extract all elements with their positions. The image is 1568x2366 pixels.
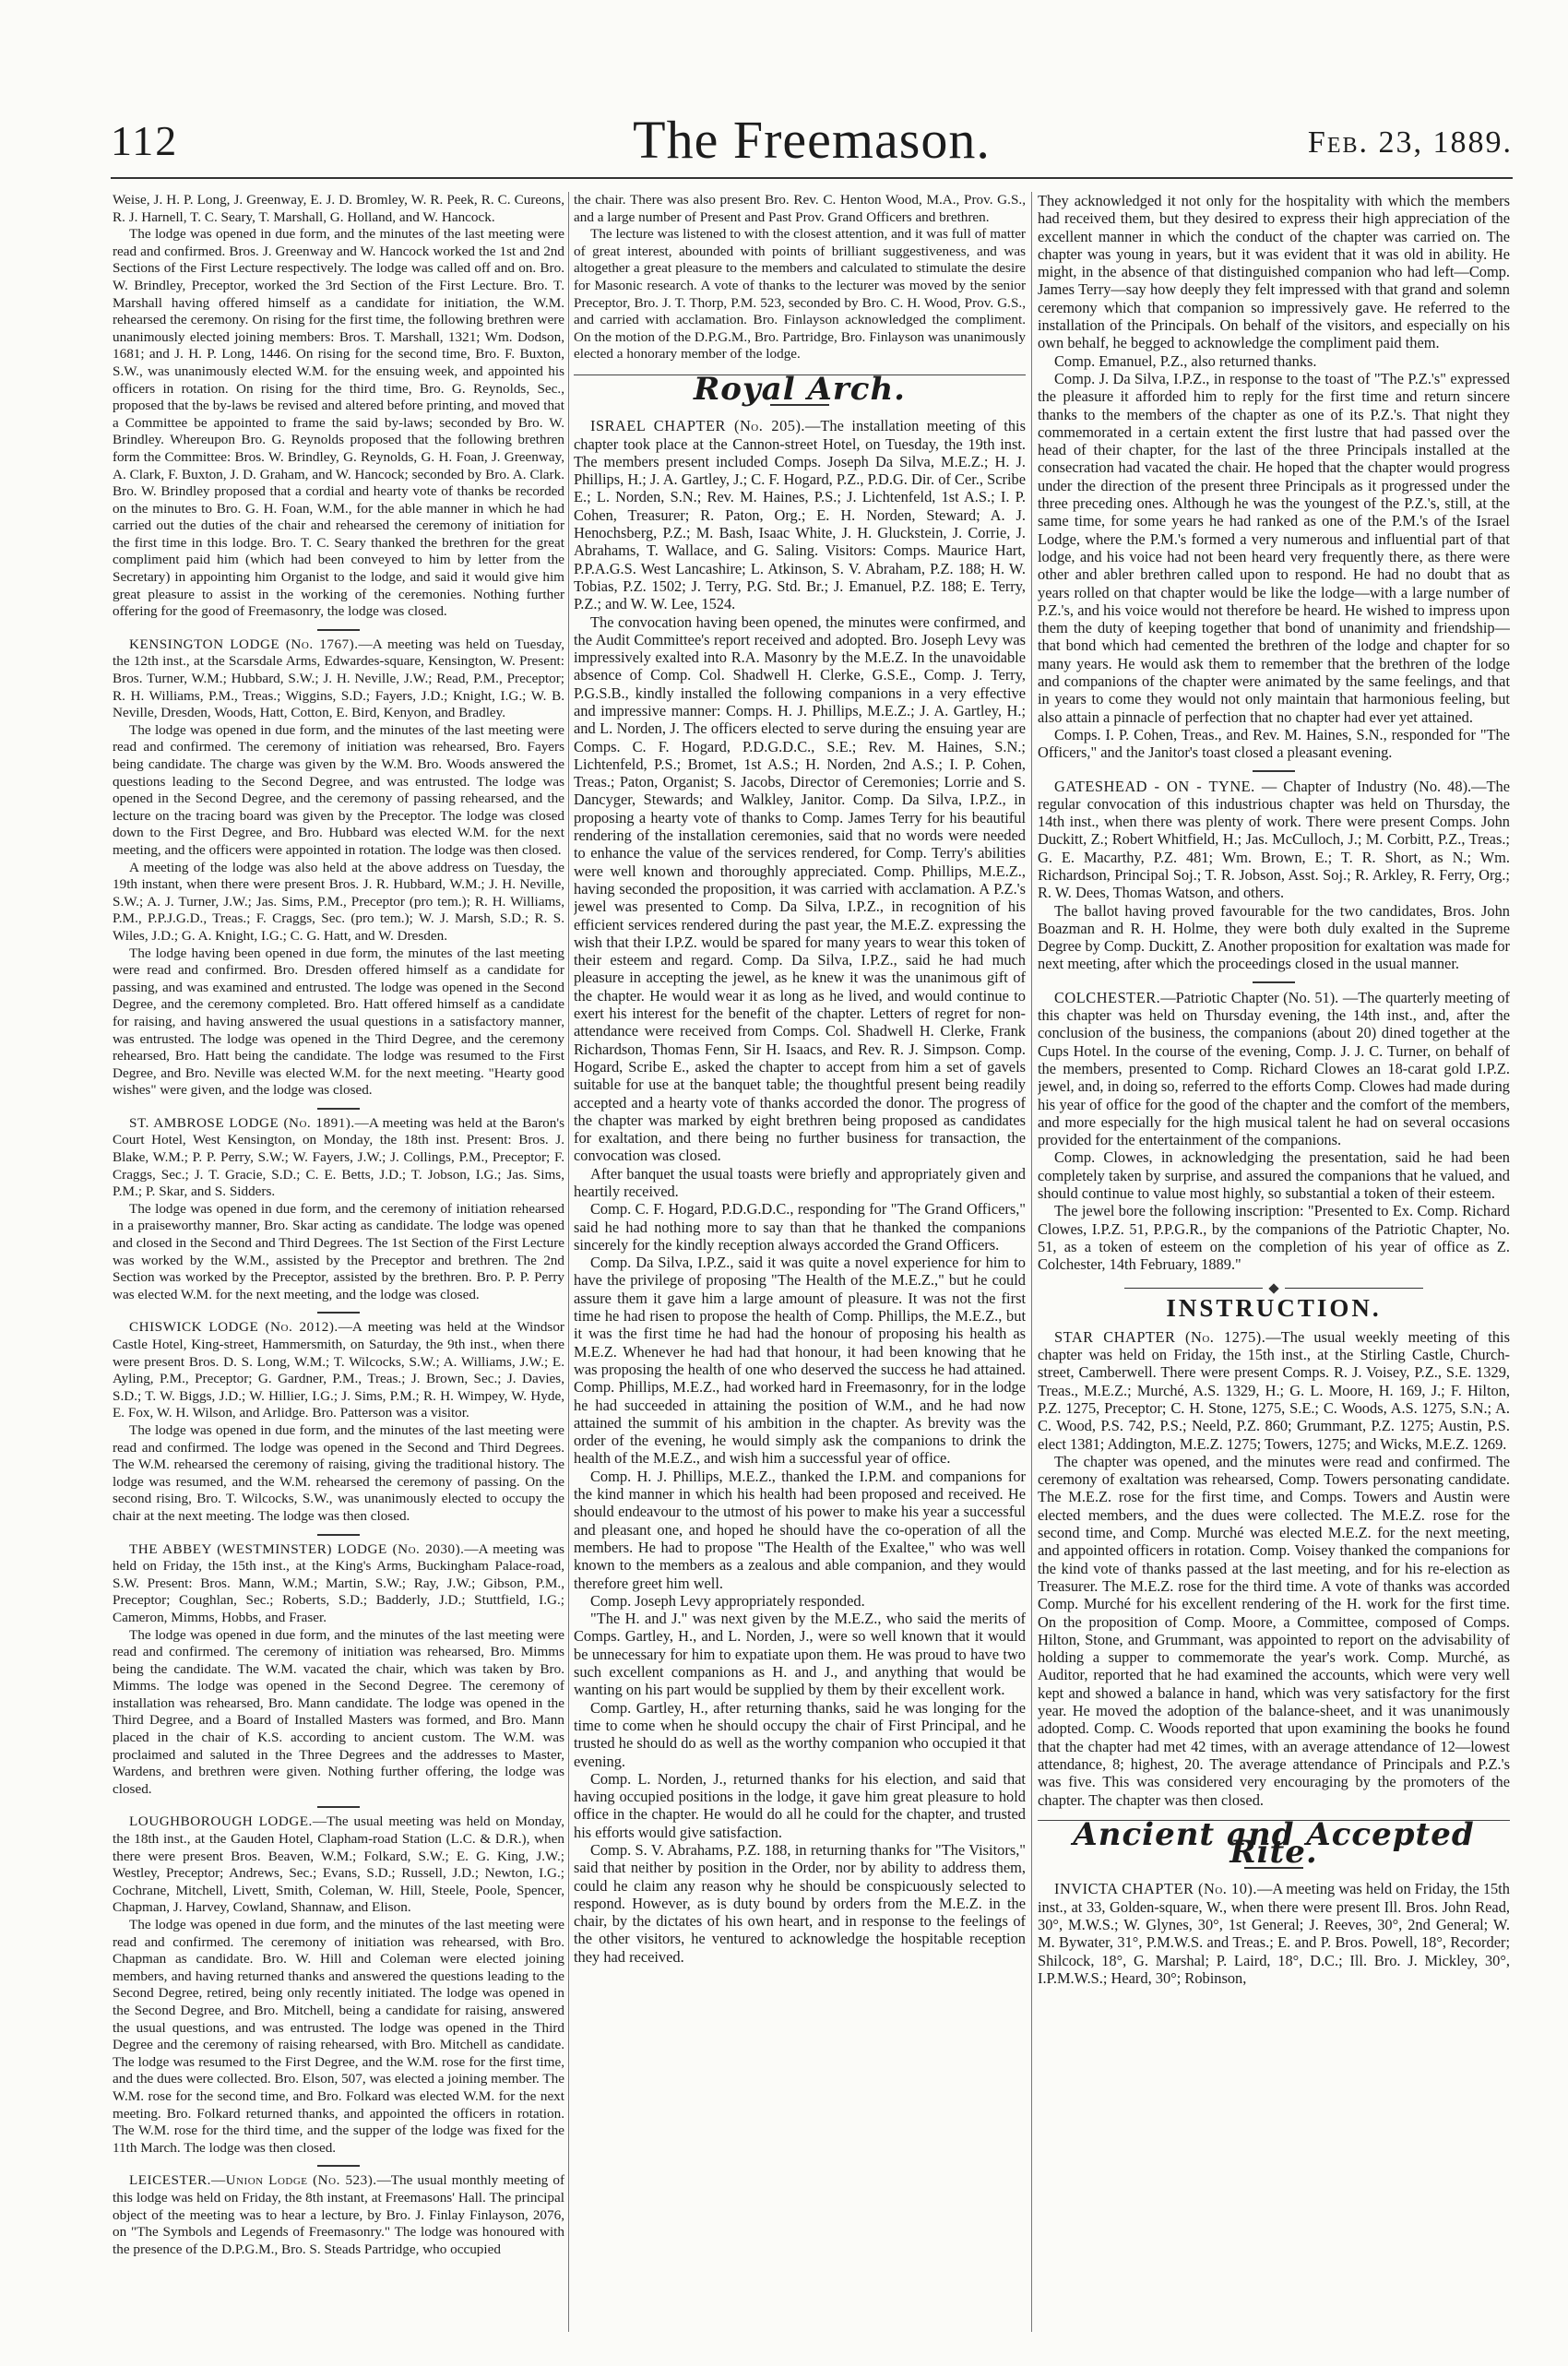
article-text: Comp. Emanuel, P.Z., also returned thanks. [1054,351,1317,370]
column-3 [1038,192,1510,2332]
article-separator [1253,981,1295,983]
ancient-rite-heading-block [1038,1815,1510,1872]
article-text: —The usual monthly meeting of this lodge was held on Friday, the 8th instant, at Freemasons' Hall. The principal object of the meeting was to hear a lecture, by Bro. J. Finlay Finlayson, 2076, on "The Symbols and Legends of Freemasonry." The lodge was honoured with the presence of the D.P.G.M., Bro. S. Steads Partridge, who occupied [113,2172,564,2257]
article-heading: INVICTA CHAPTER (No. 10). [1054,1880,1257,1898]
article-text: Comp. Clowes, in acknowledging the presentation, said he had been completely taken by surprise, and assured the companions that he valued, and should continue to value most highly, so substantial a token of their esteem. [1038,1148,1510,1203]
article-paragraph [574,1468,1026,1592]
article-paragraph [113,1319,564,1422]
article-paragraph [574,1770,1026,1841]
article-text: — Chapter of Industry (No. 48).—The regular convocation of this industrious chapter was held on Thursday, the 14th inst., when there was plenty of work. There were present Comps. John Duckitt, Z.; Robert Whitfield, H.; Jas. McCulloch, J.; M. Corbitt, P.Z., Treas.; G. E. Macarthy, P.Z. 481; Wm. Brown, E.; T. R. Short, as N.; Wm. Richardson, Principal Soj.; T. R. Jobson, Asst. Soj.; R. Arkley, R. Ferry, Org.; R. W. Dees, Thomas Watson, and others. [1038,777,1510,902]
article-heading: KENSINGTON LODGE (No. 1767). [129,636,359,652]
article-paragraph [113,722,564,860]
article-text: The lodge was opened in due form, and the minutes of the last meeting were read and confirmed. Bros. J. Greenway and W. Hancock worked the 1st and 2nd Sections of the First Lecture respectively. The lodge was called off and on. Bro. W. Brindley, Preceptor, worked the 3rd Section of the First Lecture. Bro. T. Marshall having offered himself as a candidate for initiation, the W.M. rehearsed the ceremony. On rising for the first time, the following brethren were unanimously elected joining members: Bros. T. Marshall, 1321; Wm. Dodson, 1681; and J. H. P. Long, 1446. On rising for the second time, Bro. F. Buxton, S.W., was unanimously elected W.M. for the ensuing week, and appointed his officers in rotation. On rising for the third time, Bro. G. Reynolds, Sec., proposed that the by-laws be revised and altered before printing, and moved that a Committee be appointed to frame the said by-laws; seconded by Bro. W. Brindley. Whereupon Bro. G. Reynolds proposed that the following brethren form the Committee: Bros. W. Brindley, G. Reynolds, G. H. Foan, J. Greenway, A. Clark, F. Buxton, J. D. Graham, and W. Hancock; seconded by Bro. A. Clark. Bro. W. Brindley proposed that a cordial and hearty vote of thanks be recorded on the minutes to Bro. G. H. Foan, W.M., for the able manner in which he had carried out the duties of the chair and rehearsed the ceremony of initiation for the first time in this lodge. Bro. T. C. Seary thanked the brethren for the great compliment paid him (which had been conveyed to him by letter from the Secretary) in appointing him Organist to the lodge, and said it would give him great pleasure to assist in the working of the ceremonies. Nothing further offering for the good of Freemasonry, the lodge was closed. [113,226,564,620]
article-text: Weise, J. H. P. Long, J. Greenway, E. J. D. Bromley, W. R. Peek, R. C. Cureons, R. J. Harnell, T. C. Seary, T. Marshall, G. Holland, and W. Hancock. [113,192,564,225]
article-paragraph [1038,989,1510,1149]
article-paragraph [574,1699,1026,1770]
article-paragraph [113,1627,564,1799]
royal-arch-heading: Royal Arch. [693,370,907,408]
article-text: Comp. J. Da Silva, I.P.Z., in response to the toast of "The P.Z.'s" expressed the pleasure it afforded him to reply for the first time and return sincere thanks to the members of the chapter as one of its P.Z.'s. That night they commemorated in a certain extent the first lustre that had passed over the head of their chapter, for the last of the three Principals installed at the consecration had vacated the chair. He hoped that the chapter would progress under the direction of the present three Principals as it progressed under the three preceding ones. Although he was the youngest of the P.Z.'s, still, at the same time, for some years he had ranked as one of the P.M.'s of the Israel Lodge, where the P.M.'s formed a very numerous and influential part of that lodge, and his voice had not been heard very frequently there, as there were other and abler brethren called upon to respond. He had no doubt that as years rolled on that chapter would be like the lodge—with a large number of P.Z.'s, and his voice would not therefore be heard. He wished to impress upon them the duty of keeping together that bond of unanimity and friendship—that bond which had cemented the brethren of the lodge and chapter for so many years. He would ask them to remember that the brethren of the lodge and companions of the chapter were animated by the same feelings, and that in years to come they would not only maintain that harmonious feeling, but also attain a pinnacle of perfection that no chapter had ever yet attained. [1038,369,1510,726]
article-heading: CHISWICK LODGE (No. 2012). [129,1319,339,1336]
article-text: Comp. Gartley, H., after returning thanks, said he was longing for the time to come when he should occupy the chair of First Principal, and he trusted he should do as well as the worthy companion who occupied it that evening. [574,1698,1026,1770]
article-text: "The H. and J." was next given by the M.E.Z., who said the merits of Comps. Gartley, H., and L. Norden, J., were so well known that it would be unnecessary for him to expatiate upon them. He was proud to have two such excellent companions as H. and J., and anything that would be wanting on his part would be supplied by them by their excellent work. [574,1610,1026,1699]
article-text: Comp. Joseph Levy appropriately responded. [590,1591,865,1610]
article-paragraph [113,1201,564,1304]
diamond-ornament [1268,1283,1278,1293]
article-paragraph [113,1115,564,1201]
article-separator [317,1108,360,1110]
article-text: Comp. Da Silva, I.P.Z., said it was quite a novel experience for him to have the privilege of proposing "The Health of the M.E.Z.," but he could assure them it gave him a large amount of pleasure. It was not the first time he had risen to propose the health of Comp. Phillips, the M.E.Z., but it was the first time he had had the honour of proposing his health as M.E.Z. Whenever he had had that honour, it had been knowing that he was proposing the health of one who deserved the success he had attained. Comp. Phillips, M.E.Z., had worked hard in Freemasonry, for in the lodge he had succeeded in attaining the position of W.M., and he had now attained the summit of his ambition in the chapter. As brevity was the order of the evening, he would simply ask the companions to drink the health of the M.E.Z., and wish him a successful year of office. [574,1254,1026,1468]
masthead-rule [111,177,1513,179]
article-text: After banquet the usual toasts were briefly and appropriately given and heartily received. [574,1164,1026,1200]
article-paragraph [1038,902,1510,973]
article-paragraph [1038,778,1510,902]
masthead [111,109,1513,183]
article-text: Comp. C. F. Hogard, P.D.G.D.C., responding for "The Grand Officers," said he had nothing more to say than that he thanked the companions sincerely for the kindly reception always accorded the Grand Officers. [574,1200,1026,1254]
article-heading: STAR CHAPTER (No. 1275). [1054,1327,1266,1346]
article-heading: COLCHESTER. [1054,988,1161,1006]
column-2-continuation [574,192,1026,363]
article-separator [317,1806,360,1808]
article-heading: ISRAEL CHAPTER (No. 205). [590,417,806,435]
page-number: 112 [111,117,179,164]
article-text: The ballot having proved favourable for the two candidates, Bros. John Boazman and R. H. Holme, they were both duly exalted in the Supreme Degree by Comp. Duckitt, Z. Another proposition for exaltation was made for next meeting, after which the proceedings closed in the usual manner. [1038,901,1510,973]
article-text: The lodge was opened in due form, and the minutes of the last meeting were read and confirmed. The ceremony of initiation was rehearsed, Bro. Mimms being the candidate. The W.M. vacated the chair, which was taken by Bro. Mimms. The lodge was opened in the Second Degree. The ceremony of installation was rehearsed, Bro. Mann candidate. The lodge was opened in the Third Degree, and a Board of Installed Masters was formed, and Bro. Mann placed in the chair of K.S. according to ancient custom. The W.M. was proclaimed and saluted in the Three Degrees and the addresses to Master, Wardens, and brethren were given. Nothing further offering, the lodge was closed. [113,1626,564,1797]
royal-arch-heading-block [574,370,1026,408]
ancient-rite-heading: Ancient and Accepted Rite. [1073,1815,1475,1872]
article-text: The lodge having been opened in due form, the minutes of the last meeting were read and confirmed. Bro. Dresden offered himself as a candidate for passing, and was examined and entrusted. The lodge was opened in the Second Degree, and the ceremony completed. Bro. Hatt offered himself as a candidate for raising, and having answered the usual questions in a satisfactory manner, was entrusted. The lodge was opened in the Third Degree, and the ceremony rehearsed, Bro. Hatt being the candidate. The lodge was resumed to the First Degree, and Bro. Neville was elected W.M. for the next meeting. "Hearty good wishes" were given, and the lodge was closed. [113,945,564,1099]
instruction-heading-block [1038,1285,1510,1322]
article-paragraph [574,192,1026,226]
article-paragraph [574,1254,1026,1468]
article-separator [317,1534,360,1536]
article-text: The lodge was opened in due form, and the minutes of the last meeting were read and confirmed. The ceremony of initiation was rehearsed, Bro. Fayers being candidate. The charge was given by the W.M. Bro. Woods answered the questions leading to the Second Degree, and was entrusted. The lodge was opened in the Second Degree, and the ceremony of passing rehearsed, and the lecture on the tracing board was given by the Preceptor. The lodge was closed down to the First Degree, and Bro. Hubbard was elected W.M. for the next meeting, and the officers were appointed in rotation. The lodge was then closed. [113,721,564,858]
instruction-article [1038,1328,1510,1809]
article-paragraph [574,1200,1026,1254]
article-text: —A meeting was held on Friday, the 15th inst., at 33, Golden-square, W., when there were present Ill. Bros. John Read, 30°, M.W.S.; W. Glynes, 30°, 1st General; J. Reeves, 30°, 2nd General; W. M. Bywater, 31°, P.M.W.S. and Treas.; E. and P. Bros. Powell, 18°, Recorder; Shilcock, 18°, G. Marshal; P. Laird, 18°, D.C.; Ill. Bro. J. Mickley, 30°, I.P.M.W.S.; Heard, 30°; Robinson, [1038,1880,1510,1987]
column-divider [568,192,569,2332]
article-text: —The usual weekly meeting of this chapter was held on Friday, the 15th inst., at the Stirling Castle, Church-street, Camberwell. There were present Comps. R. J. Voisey, P.Z., S.E. 1329, Treas., M.E.Z.; Murché, A.S. 1329, H.; G. L. Moore, H. 169, J.; F. Hilton, P.Z. 1275, Preceptor; C. H. Stone, 1275, S.E.; C. Woods, A.S. 1275, S.N.; A. C. Wood, P.S. 742, P.S.; Neeld, P.Z. 860; Grummant, P.Z. 1275; Austin, P.S. elect 1381; Addington, M.E.Z. 1275; Towers, 1275; and Wicks, M.E.Z. 1269. [1038,1327,1510,1453]
article-paragraph [1038,1880,1510,1987]
column-2 [574,192,1026,2332]
article-paragraph [113,1917,564,2157]
article-separator [317,1312,360,1314]
article-text: The convocation having been opened, the minutes were confirmed, and the Audit Committee's report received and adopted. Bro. Joseph Levy was impressively exalted into R.A. Masonry by the M.E.Z. In the unavoidable absence of Comp. Col. Shadwell H. Clerke, G.S.E., Comp. J. Terry, P.G.S.B., kindly installed the following companions in a very effective and impressive manner: Comps. H. J. Phillips, M.E.Z.; J. A. Gartley, H.; and L. Norden, J. The officers elected to serve during the ensuing year are Comps. C. F. Hogard, P.D.G.D.C., S.E.; Rev. M. Haines, S.N.; Lichtenfeld, P.S.; Bromet, 1st A.S.; H. Norden, 2nd A.S.; I. P. Cohen, Treas.; Paton, Organist; S. Jacobs, Director of Ceremonies; Lorrie and S. Dancyger, Stewards; and Walkley, Janitor. Comp. Da Silva, I.P.Z., in proposing a hearty vote of thanks to Comp. James Terry for his beautiful rendering of the installation ceremonies, said that no words were needed to enhance the value of the services rendered, for Comp. Terry's abilities were well known and thoroughly appreciated. Comp. Phillips, M.E.Z., having seconded the proposition, it was carried with acclamation. A P.Z.'s jewel was presented to Comp. Da Silva, I.P.Z., in recognition of his efficient services rendered during the past year, the M.E.Z. expressing the wish that their I.P.Z. would be spared for many years to wear this token of their esteem and regard. Comp. Da Silva, I.P.Z., said he had much pleasure in accepting the jewel, as he knew it was the unanimous gift of the chapter. He would wear it as long as he lived, and would continue to exert his interest for the benefit of the chapter. Letters of regret for non-attendance were received from Comps. Col. Shadwell H. Clerke, Frank Richardson, Thomas Fenn, Sir H. Isaacs, and Rev. R. J. Simpson. Comp. Hogard, Scribe E., asked the chapter to accept from him a set of gavels suitable for use at the banquet table; the thoughtful present being readily accepted and a hearty vote of thanks accorded the donor. The progress of the chapter was marked by eight brethren being proposed as candidates for exaltation, and there being no further business for transaction, the convocation was closed. [574,612,1026,1165]
article-paragraph [1038,1453,1510,1809]
article-paragraph [1038,352,1510,370]
article-paragraph [113,1541,564,1627]
article-paragraph [574,417,1026,612]
article-paragraph [113,636,564,722]
article-paragraph [113,2172,564,2258]
article-paragraph [1038,192,1510,352]
article-text: —A meeting was held on Tuesday, the 12th inst., at the Scarsdale Arms, Edwardes-square, Kensington, W. Present: Bros. Turner, W.M.; Hubbard, S.W.; J. H. Neville, J.W.; Read, P.M., Preceptor; R. H. Williams, P.M., Treas.; Wiggins, S.D.; Fayers, J.D.; Knight, I.G.; W. B. Neville, Dresden, Woods, Hatt, Cotton, E. Bird, Kenyon, and Bradley. [113,636,564,721]
column-3-articles [1038,192,1510,1274]
article-text: The lodge was opened in due form, and the minutes of the last meeting were read and confirmed. The ceremony of initiation was rehearsed, with Bro. Chapman as candidate. Bro. W. Hill and Coleman were elected joining members, and having returned thanks and answered the questions leading to the Second Degree, retired, being only recently initiated. The lodge was opened in the Second Degree, and Bro. Mitchell, being a candidate for raising, answered the usual questions, and was entrusted. The lodge was opened in the Third Degree and the ceremony of raising rehearsed, with Bro. Mitchell as candidate. The lodge was resumed to the First Degree, and the W.M. rose for the first time, and the dues were collected. Bro. Elson, 507, was elected a joining member. The W.M. rose for the second time, and Bro. Folkard was elected W.M. for the next meeting. Bro. Folkard returned thanks, and appointed the officers in rotation. The W.M. rose for the third time, and the supper of the lodge was fixed for the 11th March. The lodge was then closed. [113,1917,564,2156]
article-paragraph [113,226,564,621]
article-paragraph [574,226,1026,363]
ancient-rite-article [1038,1880,1510,1987]
article-text: the chair. There was also present Bro. Rev. C. Henton Wood, M.A., Prov. G.S., and a large number of Present and Past Prov. Grand Officers and brethren. [574,192,1026,225]
article-paragraph [1038,370,1510,726]
article-text: —The installation meeting of this chapter took place at the Cannon-street Hotel, on Tuesday, the 19th inst. The members present included Comps. Joseph Da Silva, M.E.Z.; H. J. Phillips, H.; J. A. Gartley, J.; C. F. Hogard, P.Z., P.D.G. Dir. of Cer., Scribe E.; L. Norden, S.N.; Rev. M. Haines, P.S.; J. Lichtenfeld, 1st A.S.; I. P. Cohen, Treasurer; R. Paton, Org.; E. H. Norden, Steward; A. J. Henochsberg, P.Z.; M. Bash, Isaac White, J. H. Gluckstein, J. Corrie, J. Abrahams, T. Wallace, and G. Saling. Visitors: Comps. Maurice Hart, P.P.A.G.S. West Lancashire; L. Atkinson, S. V. Abraham, P.Z. 188; H. W. Tobias, P.Z. 1502; J. Terry, P.G. Std. Br.; J. Emanuel, P.Z. 188; E. Terry, P.Z.; and W. W. Lee, 1524. [574,417,1026,613]
article-text: The lodge was opened in due form, and the minutes of the last meeting were read and confirmed. The lodge was opened in the Second and Third Degrees. The W.M. rehearsed the ceremony of raising, giving the traditional history. The lodge was resumed, and the W.M. rehearsed the ceremony of passing. On the second rising, Bro. T. Wilcocks, S.W., was unanimously elected to occupy the chair at the next meeting. The lodge was then closed. [113,1421,564,1524]
article-text: Comps. I. P. Cohen, Treas., and Rev. M. Haines, S.N., responded for "The Officers," and the Janitor's toast closed a pleasant evening. [1038,725,1510,762]
article-heading: THE ABBEY (WESTMINSTER) LODGE (No. 2030). [129,1540,465,1557]
article-paragraph [1038,1202,1510,1273]
article-paragraph [574,1841,1026,1966]
article-paragraph [574,1592,1026,1610]
article-paragraph [1038,1148,1510,1202]
article-text: —Patriotic Chapter (No. 51). —The quarterly meeting of this chapter was held on Thursday evening, the 14th inst., and, after the conclusion of the business, the companions (about 20) dined together at the Cups Hotel. In the course of the evening, Comp. J. J. C. Turner, on behalf of the members, presented to Comp. Richard Clowes an 18-carat gold I.P.Z. jewel, and, in doing so, referred to the efforts Comp. Clowes had made during his year of office for the good of the chapter and the comfort of the members, and more especially for the high musical talent he had on several occasions provided for the entertainment of the companions. [1038,988,1510,1149]
diamond-rule [1038,1285,1510,1292]
article-separator [317,2165,360,2167]
article-heading: ST. AMBROSE LODGE (No. 1891). [129,1114,355,1131]
article-paragraph [574,613,1026,1165]
article-heading: LOUGHBOROUGH LODGE. [129,1813,313,1830]
article-paragraph [113,192,564,226]
article-paragraph [1038,726,1510,762]
article-text: —The usual meeting was held on Monday, the 18th inst., at the Gauden Hotel, Clapham-road Station (L.C. & D.R.), when there were present Bros. Beaven, W.M.; Folkard, S.W.; E. G. King, J.W.; Westley, Preceptor; Andrews, Sec.; Evans, S.D.; Russell, J.D.; Newton, I.G.; Cochrane, Mitchell, Livett, Smith, Coleman, W. Hill, Steele, Poole, Spencer, Chapman, J. Harvey, Cowland, Shannaw, and Elison. [113,1813,564,1916]
article-text: Comp. S. V. Abrahams, P.Z. 188, in returning thanks for "The Visitors," said that neither by position in the Order, nor by ability to address them, could he claim any reason why he should be conspicuously selected to respond. However, as is duty bound by orders from the M.E.Z. in the chair, by the dictates of his own heart, and in response to the feelings of the other visitors, he ventured to acknowledge the hospitable reception they had received. [574,1840,1026,1966]
article-text: Comp. L. Norden, J., returned thanks for his election, and said that having occupied positions in the lodge, it gave him great pleasure to hold office in the chapter. He would do all he could for the chapter, and trusted his efforts would give satisfaction. [574,1769,1026,1841]
article-text: —A meeting was held at the Windsor Castle Hotel, King-street, Hammersmith, on Saturday, the 9th inst., when there were present Bros. D. S. Long, W.M.; T. Wilcocks, S.W.; A. Williams, J.W.; E. Ayling, P.M., Preceptor; G. Gardner, P.M., Treas.; J. Brown, Sec.; J. Davies, S.D.; T. W. Biggs, J.D.; W. Hillier, I.G.; J. Sims, P.M.; R. H. Wimpey, W. Hyde, E. Fox, W. H. Wilson, and Arlidge. Bro. Patterson was a visitor. [113,1319,564,1421]
article-paragraph [113,945,564,1100]
article-text: Comp. H. J. Phillips, M.E.Z., thanked the I.P.M. and companions for the kind manner in which his health had been proposed and received. He should endeavour to the utmost of his power to make his year a successful and pleasant one, and hoped he should have the co-operation of all the members. He had to propose "The Health of the Exaltee," who was well known to the members as a zealous and able companion, and they would therefore greet him well. [574,1467,1026,1592]
article-paragraph [113,1813,564,1917]
article-paragraph [574,1165,1026,1201]
article-text: The lodge was opened in due form, and the ceremony of initiation rehearsed in a praiseworthy manner, Bro. Skar acting as candidate. The lodge was opened and closed in the Second and Third Degrees. The 1st Section of the First Lecture was worked by the W.M., assisted by the Preceptor and brethren. The 2nd Section was worked by the Preceptor, assisted by the brethren. Bro. P. P. Perry was elected W.M. for the next meeting, and the lodge was closed. [113,1200,564,1302]
article-paragraph [113,1422,564,1526]
article-text: The lecture was listened to with the closest attention, and it was full of matter of great interest, abounded with points of brilliant suggestiveness, and was altogether a great pleasure to the members and calculated to stimulate the desire for Masonic research. A vote of thanks to the lecturer was moved by the senior Preceptor, Bro. J. T. Thorp, P.M. 523, seconded by Bro. C. H. Wood, Prov. G.S., and carried with acclamation. Bro. Finlayson acknowledged the compliment. On the motion of the D.P.G.M., Bro. Partridge, Bro. Finlayson was unanimously elected a honorary member of the lodge. [574,226,1026,363]
paper-title: The Freemason. [633,110,991,170]
issue-date: Feb. 23, 1889. [1307,125,1513,160]
article-text: —A meeting was held at the Baron's Court Hotel, West Kensington, on Monday, the 18th inst. Present: Bros. J. Blake, W.M.; P. P. Perry, S.W.; W. Fayers, J.W.; J. Collings, P.M., Preceptor; F. Craggs, Sec.; J. T. Gracie, S.D.; C. E. Betts, J.D.; T. Jobson, I.G.; Jas. Sims, P.M.; P. Skar, and S. Sidders. [113,1114,564,1200]
column-1 [113,192,564,2332]
article-separator [317,629,360,631]
article-paragraph [574,1610,1026,1698]
column-divider [1031,192,1032,2332]
article-separator [1253,770,1295,772]
article-text: —A meeting was held on Friday, the 15th inst., at the King's Arms, Buckingham Palace-road, S.W. Present: Bros. Mann, W.M.; Martin, S.W.; Ray, J.W.; Gibson, P.M., Preceptor; Coughlan, Sec.; Roberts, S.D.; Badderly, J.D.; Stuttfield, I.G.; Cameron, Mimms, Hobbs, and Fraser. [113,1540,564,1625]
article-text: The jewel bore the following inscription: "Presented to Ex. Comp. Richard Clowes, I.P.Z. 51, P.P.G.R., by the companions of the Patriotic Chapter, No. 51, as a token of esteem on the completion of his year of office as Z. Colchester, 14th February, 1889." [1038,1202,1510,1274]
article-heading: GATESHEAD - ON - TYNE. [1054,777,1255,795]
article-text: The chapter was opened, and the minutes were read and confirmed. The ceremony of exaltation was rehearsed, Comp. Towers personating candidate. The M.E.Z. rose for the first time, and Comps. Towers and Austin were elected members, and the dues were collected. The M.E.Z. rose for the second time, and Comp. Murché was elected M.E.Z. for the next meeting, and appointed officers in rotation. Comp. Voisey thanked the companions for the kind vote of thanks passed at the last meeting, and for his re-election as Treasurer. The M.E.Z. rose for the third time. A vote of thanks was accorded Comp. Murché for his excellent rendering of the H. work for the first time. On the proposition of Comp. Moore, a Committee, composed of Comps. Hilton, Stone, and Grummant, was appointed to report on the advisability of holding a supper to commemorate the year's work. Comp. Murché, as Auditor, reported that he had examined the accounts, which were very well kept and showed a balance in hand, which was very satisfactory for the first year. He moved the adoption of the balance-sheet, and it was unanimously adopted. Comp. C. Woods reported that upon examining the books he found that the chapter had met 42 times, with an average attendance of 12—lowest attendance, 8; highest, 20. The average attendance of Principals and P.Z.'s was five. This was considered very encouraging by the promoters of the chapter. The chapter was then closed. [1038,1452,1510,1809]
article-paragraph [1038,1328,1510,1453]
article-paragraph [113,860,564,945]
royal-arch-article [574,417,1026,1966]
instruction-heading: INSTRUCTION. [1166,1293,1382,1322]
article-text: They acknowledged it not only for the hospitality with which the members had received them, but they desired to express their high appreciation of the excellent manner in which the conduct of the chapter was carried on. The chapter was young in years, but it was evident that it was old in ability. He might, in the absence of that distinguished companion who had left—Comp. James Terry—say how deeply they felt impressed with that grand and solemn ceremony which that companion so impressively gave. He referred to the installation of the Principals. On behalf of the visitors, and especially on his own behalf, he begged to acknowledge the compliment paid them. [1038,192,1510,352]
article-heading: LEICESTER.—Union Lodge (No. 523). [129,2172,377,2189]
article-text: A meeting of the lodge was also held at the above address on Tuesday, the 19th instant, when there were present Bros. J. R. Hubbard, W.M.; J. H. Neville, S.W.; A. J. Turner, J.W.; Jas. Sims, P.M., Preceptor (pro tem.); R. H. Williams, P.M., P.P.J.G.D., Treas.; F. Craggs, Sec. (pro tem.); W. J. Marsh, S.D.; R. S. Wiles, J.D.; G. A. Knight, I.G.; C. G. Hatt, and W. Dresden. [113,859,564,944]
